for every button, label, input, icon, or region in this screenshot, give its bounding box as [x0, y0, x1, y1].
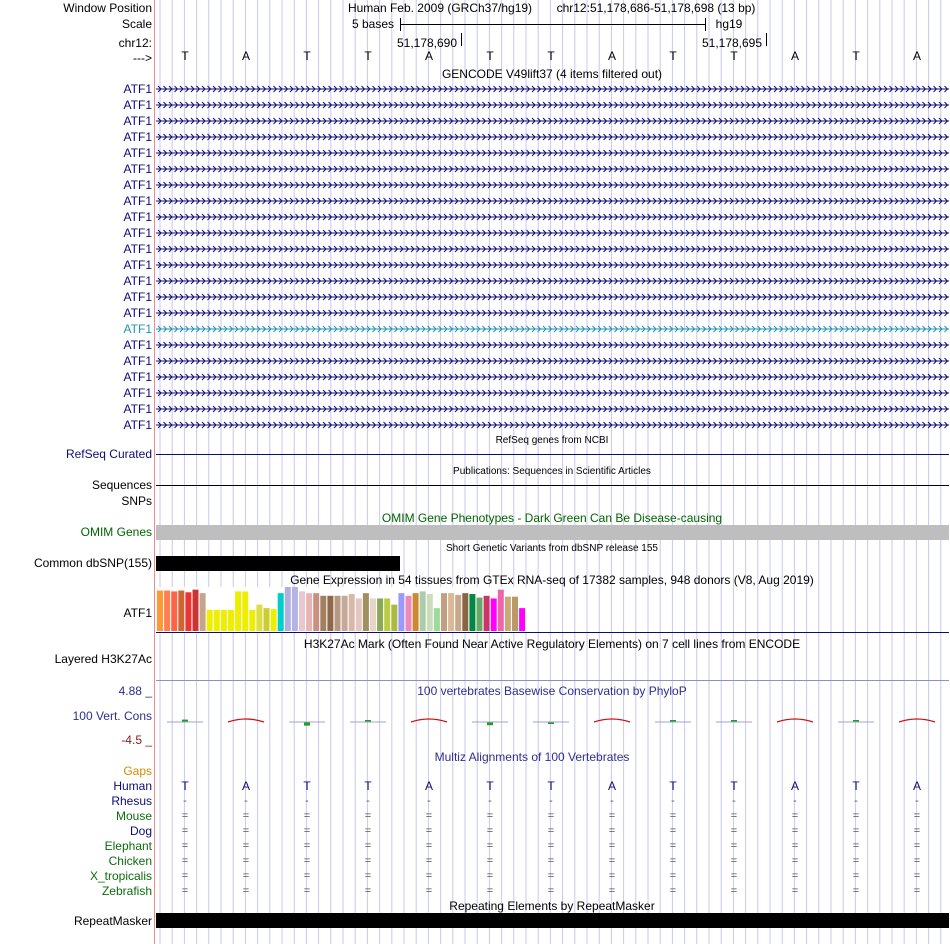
transcript-label[interactable]: ATF1 — [123, 114, 152, 128]
alignment-base: = — [730, 855, 738, 867]
gtex-tissue-bar[interactable] — [455, 595, 461, 631]
alignment-base: = — [303, 885, 311, 897]
alignment-base: = — [730, 840, 738, 852]
alignment-base: = — [181, 810, 189, 822]
alignment-base: = — [303, 855, 311, 867]
gtex-tissue-bar[interactable] — [484, 596, 490, 631]
transcript-intron-line[interactable] — [156, 371, 949, 383]
phylop-score-mark[interactable] — [228, 719, 264, 722]
alignment-base: = — [486, 855, 494, 867]
coordinate-tick-2 — [766, 33, 767, 46]
alignment-base: T — [730, 779, 738, 793]
db-label: hg19 — [715, 17, 743, 31]
refseq-curated-label[interactable]: RefSeq Curated — [65, 447, 152, 461]
alignment-base: = — [425, 870, 433, 882]
sequence-base: A — [241, 49, 251, 63]
transcript-label[interactable]: ATF1 — [123, 418, 152, 432]
gtex-tissue-bar[interactable] — [441, 593, 447, 631]
gtex-tissue-bar[interactable] — [256, 605, 262, 631]
gtex-tissue-bar[interactable] — [420, 591, 426, 631]
alignment-base: = — [486, 885, 494, 897]
gtex-tissue-bar[interactable] — [469, 594, 475, 631]
transcript-label[interactable]: ATF1 — [123, 386, 152, 400]
sequence-base: A — [912, 49, 922, 63]
species-label[interactable]: Mouse — [115, 809, 152, 823]
multiz-track-title: Multiz Alignments of 100 Vertebrates — [434, 750, 630, 764]
alignment-base: - — [610, 795, 614, 807]
alignment-base: T — [547, 779, 555, 793]
alignment-base: = — [181, 855, 189, 867]
transcript-intron-line[interactable] — [156, 419, 949, 431]
gtex-tissue-bar[interactable] — [278, 593, 284, 631]
sequence-base: A — [607, 49, 617, 63]
omim-genes-label[interactable]: OMIM Genes — [80, 525, 152, 539]
alignment-base: = — [608, 870, 616, 882]
alignment-base: = — [669, 855, 677, 867]
alignment-base: = — [547, 810, 555, 822]
species-label[interactable]: Human — [113, 779, 152, 793]
gtex-tissue-bar[interactable] — [221, 610, 227, 631]
alignment-base: - — [793, 795, 797, 807]
window-position-label: Window Position — [63, 1, 152, 15]
alignment-base: = — [547, 855, 555, 867]
alignment-base: - — [183, 795, 187, 807]
gtex-tissue-bar[interactable] — [370, 598, 376, 631]
repeatmasker-label[interactable]: RepeatMasker — [73, 914, 152, 928]
alignment-base: = — [730, 810, 738, 822]
alignment-base: = — [730, 885, 738, 897]
gtex-tissue-bar[interactable] — [185, 592, 191, 631]
phylop-score-mark[interactable] — [594, 719, 630, 722]
species-label[interactable]: Dog — [129, 824, 152, 838]
transcript-intron-line[interactable] — [156, 83, 949, 95]
gencode-track-title: GENCODE V49lift37 (4 items filtered out) — [441, 67, 663, 81]
alignment-base: = — [669, 885, 677, 897]
alignment-base: T — [181, 779, 189, 793]
gtex-tissue-bar[interactable] — [299, 591, 305, 631]
transcript-intron-line[interactable] — [156, 163, 949, 175]
species-label[interactable]: X_tropicalis — [89, 869, 152, 883]
gtex-tissue-bar[interactable] — [178, 591, 184, 631]
alignment-base: = — [242, 840, 250, 852]
transcript-intron-line[interactable] — [156, 131, 949, 143]
alignment-base: = — [913, 870, 921, 882]
transcript-label[interactable]: ATF1 — [123, 258, 152, 272]
transcript-intron-line[interactable] — [156, 403, 949, 415]
sequence-base: T — [303, 49, 311, 63]
transcript-intron-line[interactable] — [156, 243, 949, 255]
gtex-tissue-bar[interactable] — [320, 596, 326, 631]
gtex-tissue-bar[interactable] — [448, 593, 454, 631]
alignment-base: = — [669, 840, 677, 852]
alignment-base: - — [488, 795, 492, 807]
transcript-label[interactable]: ATF1 — [123, 338, 152, 352]
transcript-intron-line[interactable] — [156, 195, 949, 207]
gtex-tissue-bar[interactable] — [249, 610, 255, 631]
alignment-base: = — [608, 840, 616, 852]
alignment-base: = — [852, 840, 860, 852]
position-readout: chr12:51,178,686-51,178,698 (13 bp) — [556, 1, 756, 15]
alignment-base: = — [425, 825, 433, 837]
gtex-tissue-bar[interactable] — [462, 593, 468, 631]
phylop-score-mark[interactable] — [304, 722, 310, 726]
common-dbsnp-label[interactable]: Common dbSNP(155) — [33, 556, 152, 570]
scale-bar-left-tick — [400, 18, 401, 31]
sequence-base: T — [730, 49, 738, 63]
sequence-base: T — [181, 49, 189, 63]
dbsnp-track-title: Short Genetic Variants from dbSNP release 155 — [446, 543, 658, 554]
gtex-bar-chart[interactable] — [156, 587, 536, 633]
transcript-label[interactable]: ATF1 — [123, 194, 152, 208]
alignment-base: = — [791, 840, 799, 852]
alignment-base: - — [366, 795, 370, 807]
alignment-base: = — [486, 840, 494, 852]
alignment-base: = — [608, 855, 616, 867]
alignment-base: T — [852, 779, 860, 793]
gtex-tissue-bar[interactable] — [235, 591, 241, 631]
alignment-base: = — [181, 825, 189, 837]
phylop-score-mark[interactable] — [777, 719, 813, 722]
alignment-base: = — [486, 870, 494, 882]
alignment-base: = — [364, 855, 372, 867]
alignment-base: = — [364, 825, 372, 837]
alignment-base: = — [730, 870, 738, 882]
gtex-tissue-bar[interactable] — [242, 591, 248, 631]
transcript-intron-line[interactable] — [156, 355, 949, 367]
transcript-label[interactable]: ATF1 — [123, 178, 152, 192]
transcript-label[interactable]: ATF1 — [123, 354, 152, 368]
alignment-base: = — [425, 885, 433, 897]
transcript-intron-line[interactable] — [156, 179, 949, 191]
gtex-tissue-bar[interactable] — [477, 598, 483, 631]
gtex-tissue-bar[interactable] — [342, 596, 348, 631]
alignment-base: = — [730, 825, 738, 837]
gtex-tissue-bar[interactable] — [349, 594, 355, 631]
gtex-tissue-bar[interactable] — [164, 591, 170, 631]
alignment-base: = — [242, 870, 250, 882]
alignment-base: = — [425, 810, 433, 822]
scale-label: Scale — [121, 17, 152, 31]
gtex-tissue-bar[interactable] — [327, 596, 333, 631]
gtex-tissue-bar[interactable] — [498, 590, 504, 631]
transcript-label[interactable]: ATF1 — [123, 370, 152, 384]
h3k27ac-baseline — [156, 680, 949, 681]
alignment-base: - — [244, 795, 248, 807]
alignment-base: = — [486, 810, 494, 822]
gtex-tissue-bar[interactable] — [491, 598, 497, 631]
coordinate-tick-1 — [461, 33, 462, 46]
gtex-tissue-bar[interactable] — [214, 610, 220, 631]
alignment-base: = — [791, 855, 799, 867]
alignment-base: A — [912, 779, 922, 793]
phylop-track-title: 100 vertebrates Basewise Conservation by PhyloP — [417, 684, 687, 698]
alignment-base: = — [791, 825, 799, 837]
alignment-base: = — [547, 825, 555, 837]
alignment-base: T — [486, 779, 494, 793]
omim-track-title: OMIM Gene Phenotypes - Dark Green Can Be Disease-causing — [381, 511, 723, 525]
alignment-base: A — [607, 779, 617, 793]
alignment-base: T — [669, 779, 677, 793]
gtex-tissue-bar[interactable] — [384, 598, 390, 631]
gtex-tissue-bar[interactable] — [406, 596, 412, 631]
transcript-intron-line[interactable] — [156, 115, 949, 127]
alignment-base: = — [547, 870, 555, 882]
alignment-base: = — [669, 810, 677, 822]
publications-track-title: Publications: Sequences in Scientific Articles — [453, 466, 651, 477]
phylop-score-mark[interactable] — [411, 719, 447, 722]
alignment-base: - — [427, 795, 431, 807]
sequence-base: A — [790, 49, 800, 63]
phylop-score-mark[interactable] — [899, 719, 935, 722]
gtex-tissue-bar[interactable] — [313, 593, 319, 631]
omim-gene-bar[interactable] — [156, 525, 949, 540]
alignment-base: = — [791, 885, 799, 897]
transcript-intron-line[interactable] — [156, 99, 949, 111]
alignment-base: = — [669, 870, 677, 882]
gaps-label: Gaps — [123, 764, 152, 778]
gtex-tissue-bar[interactable] — [285, 587, 291, 631]
transcript-intron-line[interactable] — [156, 387, 949, 399]
repeatmasker-track-title: Repeating Elements by RepeatMasker — [449, 899, 655, 913]
gtex-tissue-bar[interactable] — [335, 596, 341, 631]
alignment-base: = — [303, 840, 311, 852]
transcript-label[interactable]: ATF1 — [123, 322, 152, 336]
gtex-tissue-bar[interactable] — [356, 598, 362, 631]
gtex-tissue-bar[interactable] — [157, 591, 163, 631]
publications-sequence-line[interactable] — [156, 485, 949, 486]
transcript-intron-line[interactable] — [156, 339, 949, 351]
phylop-min-label: -4.5 _ — [121, 733, 152, 747]
alignment-base: - — [671, 795, 675, 807]
alignment-base: = — [242, 855, 250, 867]
gtex-tissue-bar[interactable] — [398, 593, 404, 631]
strand-label: ---> — [133, 51, 152, 65]
gtex-tissue-bar[interactable] — [391, 605, 397, 631]
sequence-base: T — [486, 49, 494, 63]
alignment-base: A — [790, 779, 800, 793]
gtex-tissue-bar[interactable] — [427, 594, 433, 631]
gtex-tissue-bar[interactable] — [519, 608, 525, 631]
transcript-intron-line[interactable] — [156, 275, 949, 287]
h3k27ac-track-title: H3K27Ac Mark (Often Found Near Active Regulatory Elements) on 7 cell lines from ENCODE — [303, 637, 801, 651]
alignment-base: = — [364, 885, 372, 897]
alignment-base: = — [425, 840, 433, 852]
phylop-wiggle[interactable] — [156, 700, 950, 744]
alignment-base: = — [181, 885, 189, 897]
phylop-max-label: 4.88 _ — [118, 684, 152, 698]
alignment-base: = — [303, 825, 311, 837]
gtex-tissue-bar[interactable] — [505, 597, 511, 631]
alignment-base: = — [913, 885, 921, 897]
sequence-base: A — [424, 49, 434, 63]
alignment-base: - — [305, 795, 309, 807]
gtex-tissue-bar[interactable] — [171, 591, 177, 631]
scale-bar-text: 5 bases — [351, 17, 395, 31]
alignment-base: = — [852, 855, 860, 867]
transcript-label[interactable]: ATF1 — [123, 130, 152, 144]
transcript-intron-line[interactable] — [156, 147, 949, 159]
sequence-base: T — [364, 49, 372, 63]
gtex-track-title: Gene Expression in 54 tissues from GTEx RNA-seq of 17382 samples, 948 donors (V8, Aug 2019) — [290, 573, 814, 587]
transcript-intron-line[interactable] — [156, 323, 949, 335]
alignment-base: = — [242, 885, 250, 897]
species-label[interactable]: Chicken — [108, 854, 152, 868]
gtex-tissue-bar[interactable] — [193, 590, 199, 631]
alignment-base: A — [424, 779, 434, 793]
transcript-label[interactable]: ATF1 — [123, 210, 152, 224]
gtex-tissue-bar[interactable] — [363, 593, 369, 631]
transcript-label[interactable]: ATF1 — [123, 146, 152, 160]
alignment-base: = — [913, 825, 921, 837]
transcript-label[interactable]: ATF1 — [123, 290, 152, 304]
alignment-base: = — [242, 810, 250, 822]
repeatmasker-bar[interactable] — [156, 913, 949, 928]
species-label[interactable]: Elephant — [104, 839, 152, 853]
alignment-base: = — [242, 825, 250, 837]
coordinate-label-1: 51,178,690 — [396, 36, 458, 50]
alignment-base: - — [732, 795, 736, 807]
gtex-gene-label[interactable]: ATF1 — [123, 606, 152, 620]
transcript-intron-line[interactable] — [156, 211, 949, 223]
gtex-tissue-bar[interactable] — [413, 593, 419, 631]
alignment-base: = — [791, 870, 799, 882]
gtex-tissue-bar[interactable] — [434, 608, 440, 631]
alignment-base: = — [364, 870, 372, 882]
chrom-label: chr12: — [118, 36, 152, 50]
alignment-base: - — [549, 795, 553, 807]
vert-cons-label[interactable]: 100 Vert. Cons — [72, 709, 152, 723]
gtex-tissue-bar[interactable] — [512, 597, 518, 631]
alignment-base: = — [364, 840, 372, 852]
alignment-base: T — [364, 779, 372, 793]
refseq-gene-line[interactable] — [156, 454, 949, 455]
refseq-track-title: RefSeq genes from NCBI — [495, 435, 609, 446]
alignment-base: = — [852, 885, 860, 897]
assembly-title: Human Feb. 2009 (GRCh37/hg19) — [347, 1, 533, 15]
gtex-tissue-bar[interactable] — [264, 608, 270, 631]
transcript-intron-line[interactable] — [156, 259, 949, 271]
alignment-base: = — [547, 840, 555, 852]
transcript-label[interactable]: ATF1 — [123, 402, 152, 416]
transcript-label[interactable]: ATF1 — [123, 306, 152, 320]
sequence-base: T — [669, 49, 677, 63]
transcript-label[interactable]: ATF1 — [123, 226, 152, 240]
gtex-tissue-bar[interactable] — [377, 598, 383, 631]
species-label[interactable]: Rhesus — [111, 794, 152, 808]
alignment-base: = — [181, 870, 189, 882]
alignment-base: = — [852, 825, 860, 837]
scale-bar — [400, 24, 706, 25]
alignment-base: T — [303, 779, 311, 793]
alignment-base: = — [608, 885, 616, 897]
transcript-label[interactable]: ATF1 — [123, 242, 152, 256]
alignment-base: A — [241, 779, 251, 793]
coordinate-label-2: 51,178,695 — [701, 36, 763, 50]
transcript-label[interactable]: ATF1 — [123, 162, 152, 176]
scale-bar-right-tick — [705, 18, 706, 31]
transcript-intron-line[interactable] — [156, 227, 949, 239]
alignment-base: = — [547, 885, 555, 897]
alignment-base: = — [486, 825, 494, 837]
gtex-gene-line — [156, 632, 949, 633]
alignment-base: = — [303, 870, 311, 882]
alignment-base: = — [852, 870, 860, 882]
alignment-base: = — [608, 810, 616, 822]
alignment-base: = — [913, 855, 921, 867]
gtex-tissue-bar[interactable] — [207, 610, 213, 631]
alignment-base: = — [669, 825, 677, 837]
alignment-base: = — [425, 855, 433, 867]
transcript-intron-line[interactable] — [156, 307, 949, 319]
gtex-tissue-bar[interactable] — [271, 609, 277, 631]
gtex-tissue-bar[interactable] — [306, 593, 312, 631]
transcript-label[interactable]: ATF1 — [123, 274, 152, 288]
species-label[interactable]: Zebrafish — [101, 884, 152, 898]
sequences-label[interactable]: Sequences — [91, 478, 152, 492]
transcript-label[interactable]: ATF1 — [123, 82, 152, 96]
dbsnp-variant-bar[interactable] — [156, 556, 400, 571]
alignment-base: - — [915, 795, 919, 807]
gtex-tissue-bar[interactable] — [292, 587, 298, 631]
alignment-base: = — [852, 810, 860, 822]
alignment-base: = — [791, 810, 799, 822]
transcript-intron-line[interactable] — [156, 291, 949, 303]
sequence-base: T — [547, 49, 555, 63]
alignment-base: = — [303, 810, 311, 822]
alignment-base: - — [854, 795, 858, 807]
transcript-label[interactable]: ATF1 — [123, 98, 152, 112]
alignment-base: = — [608, 825, 616, 837]
snps-label[interactable]: SNPs — [121, 494, 152, 508]
layered-h3k27ac-label[interactable]: Layered H3K27Ac — [54, 652, 152, 666]
alignment-base: = — [181, 840, 189, 852]
alignment-base: = — [364, 810, 372, 822]
gtex-tissue-bar[interactable] — [200, 593, 206, 631]
gtex-tissue-bar[interactable] — [228, 610, 234, 631]
sequence-base: T — [852, 49, 860, 63]
alignment-base: = — [913, 810, 921, 822]
alignment-base: = — [913, 840, 921, 852]
